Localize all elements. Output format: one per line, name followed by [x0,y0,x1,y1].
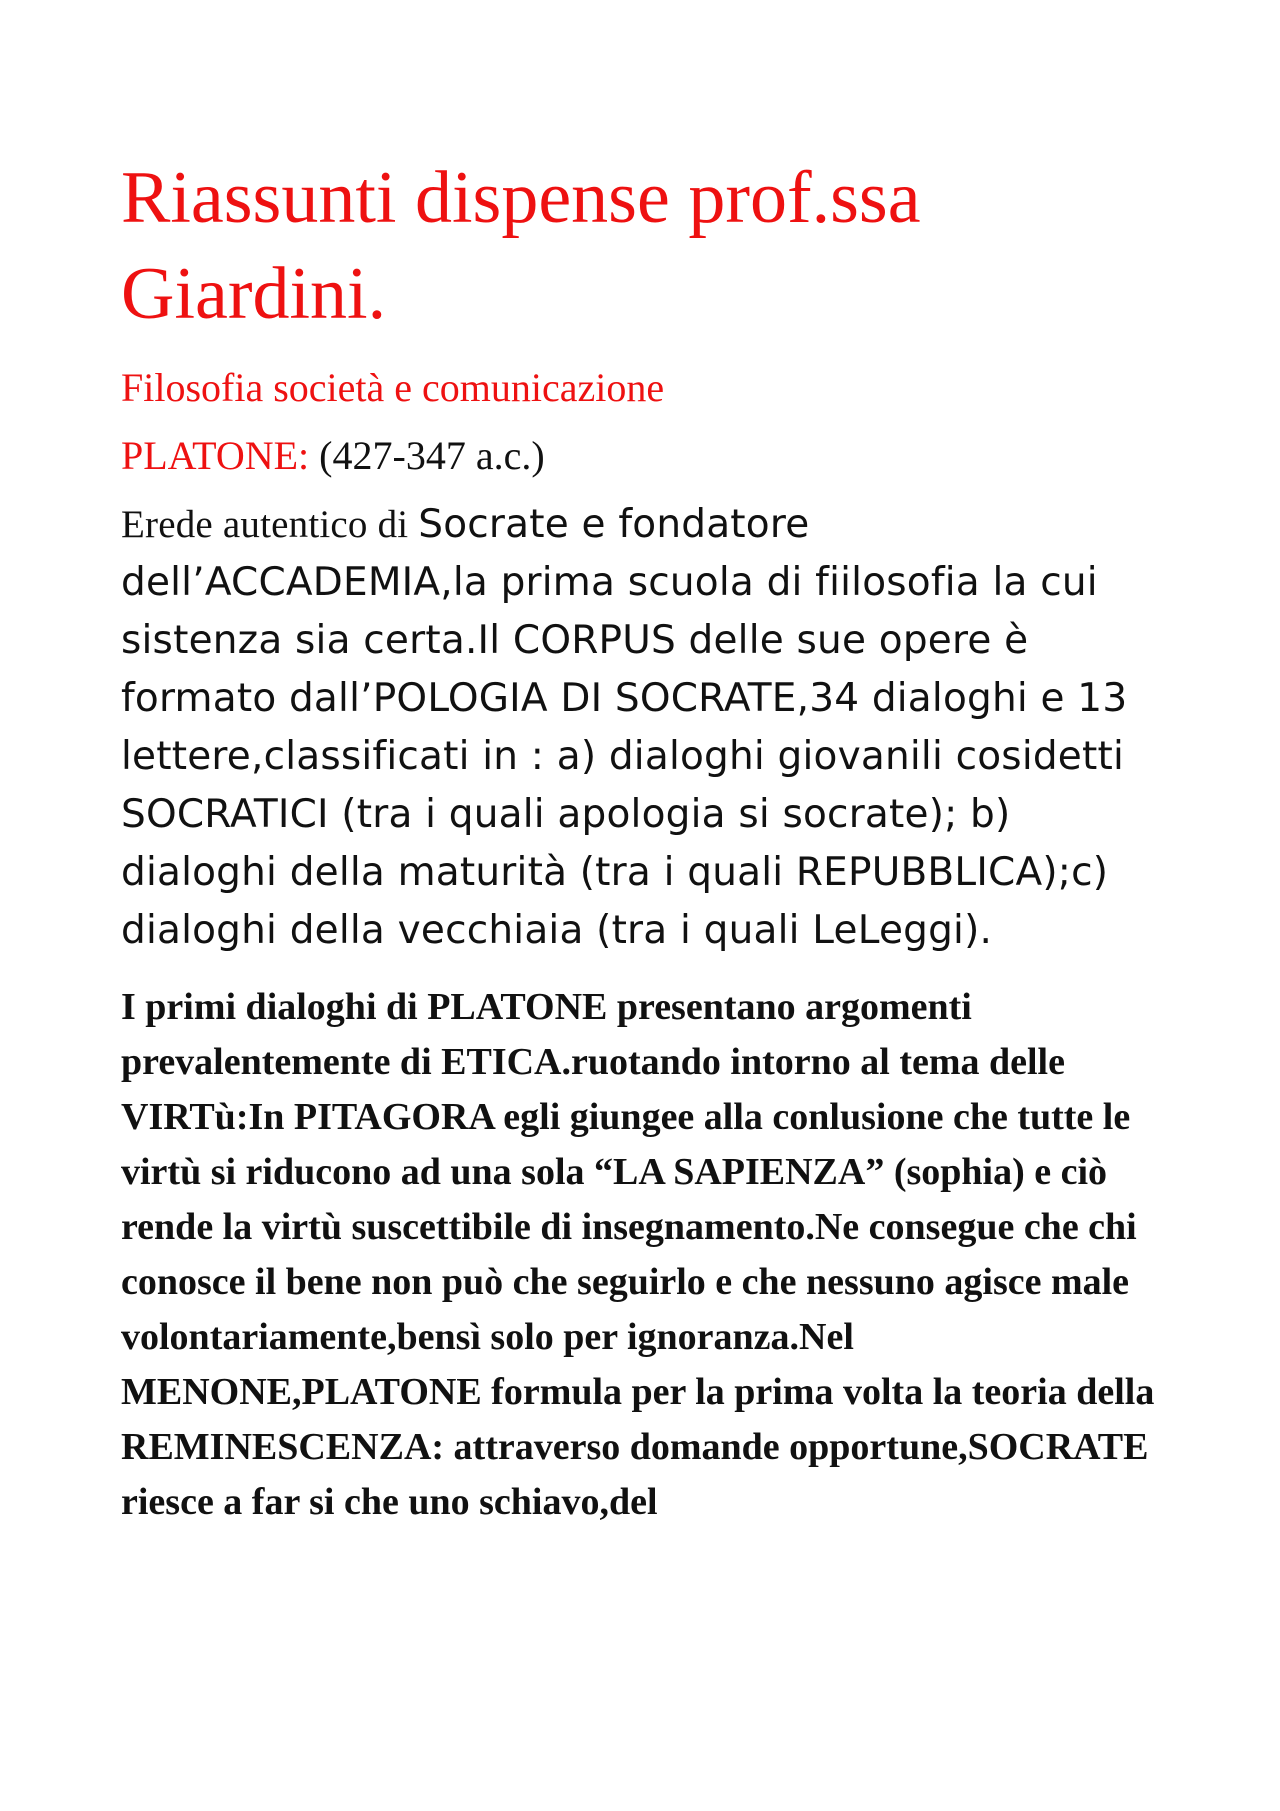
platone-dates: (427-347 a.c.) [309,433,545,478]
platone-heading [121,432,1171,480]
document-page [121,150,1171,1530]
ethics-paragraph: I primi dialoghi di PLATONE presentano argomenti prevalentemente di ETICA.ruotando intorno al tema delle VIRTù:In PITAGORA egli giungee alla conlusione che tutte le virtù si riducono ad una sola “LA SAPIENZA” (sophia) e ciò rende la virtù suscettibile di insegnamento.Ne consegue che chi conosce il bene non può che seguirlo e che nessuno agisce male volontariamente,bensì solo per ignoranza.Nel MENONE,PLATONE formula per la prima volta la teoria della REMINESCENZA: attraverso domande opportune,SOCRATE riesce a far si che uno schiavo,del [121,986,1155,1523]
document-title: Riassunti dispense prof.ssa Giardini. [121,157,921,335]
intro-paragraph [121,496,1171,960]
platone-label: PLATONE: [121,433,310,478]
intro-lead: Erede autentico di [121,503,419,546]
intro-body: Socrate e fondatore dell’ACCADEMIA,la prima scuola di fiilosofia la cui sistenza sia certa.Il CORPUS delle sue opere è formato dall’POLOGIA DI SOCRATE,34 dialoghi e 13 lettere,classificati in : a) dialoghi giovanili cosidetti SOCRATICI (tra i quali apologia si socrate); b) dialoghi della maturità (tra i quali REPUBBLICA);c) dialoghi della vecchiaia (tra i quali LeLeggi). [121,502,1128,953]
document-subtitle: Filosofia società e comunicazione [121,365,665,410]
